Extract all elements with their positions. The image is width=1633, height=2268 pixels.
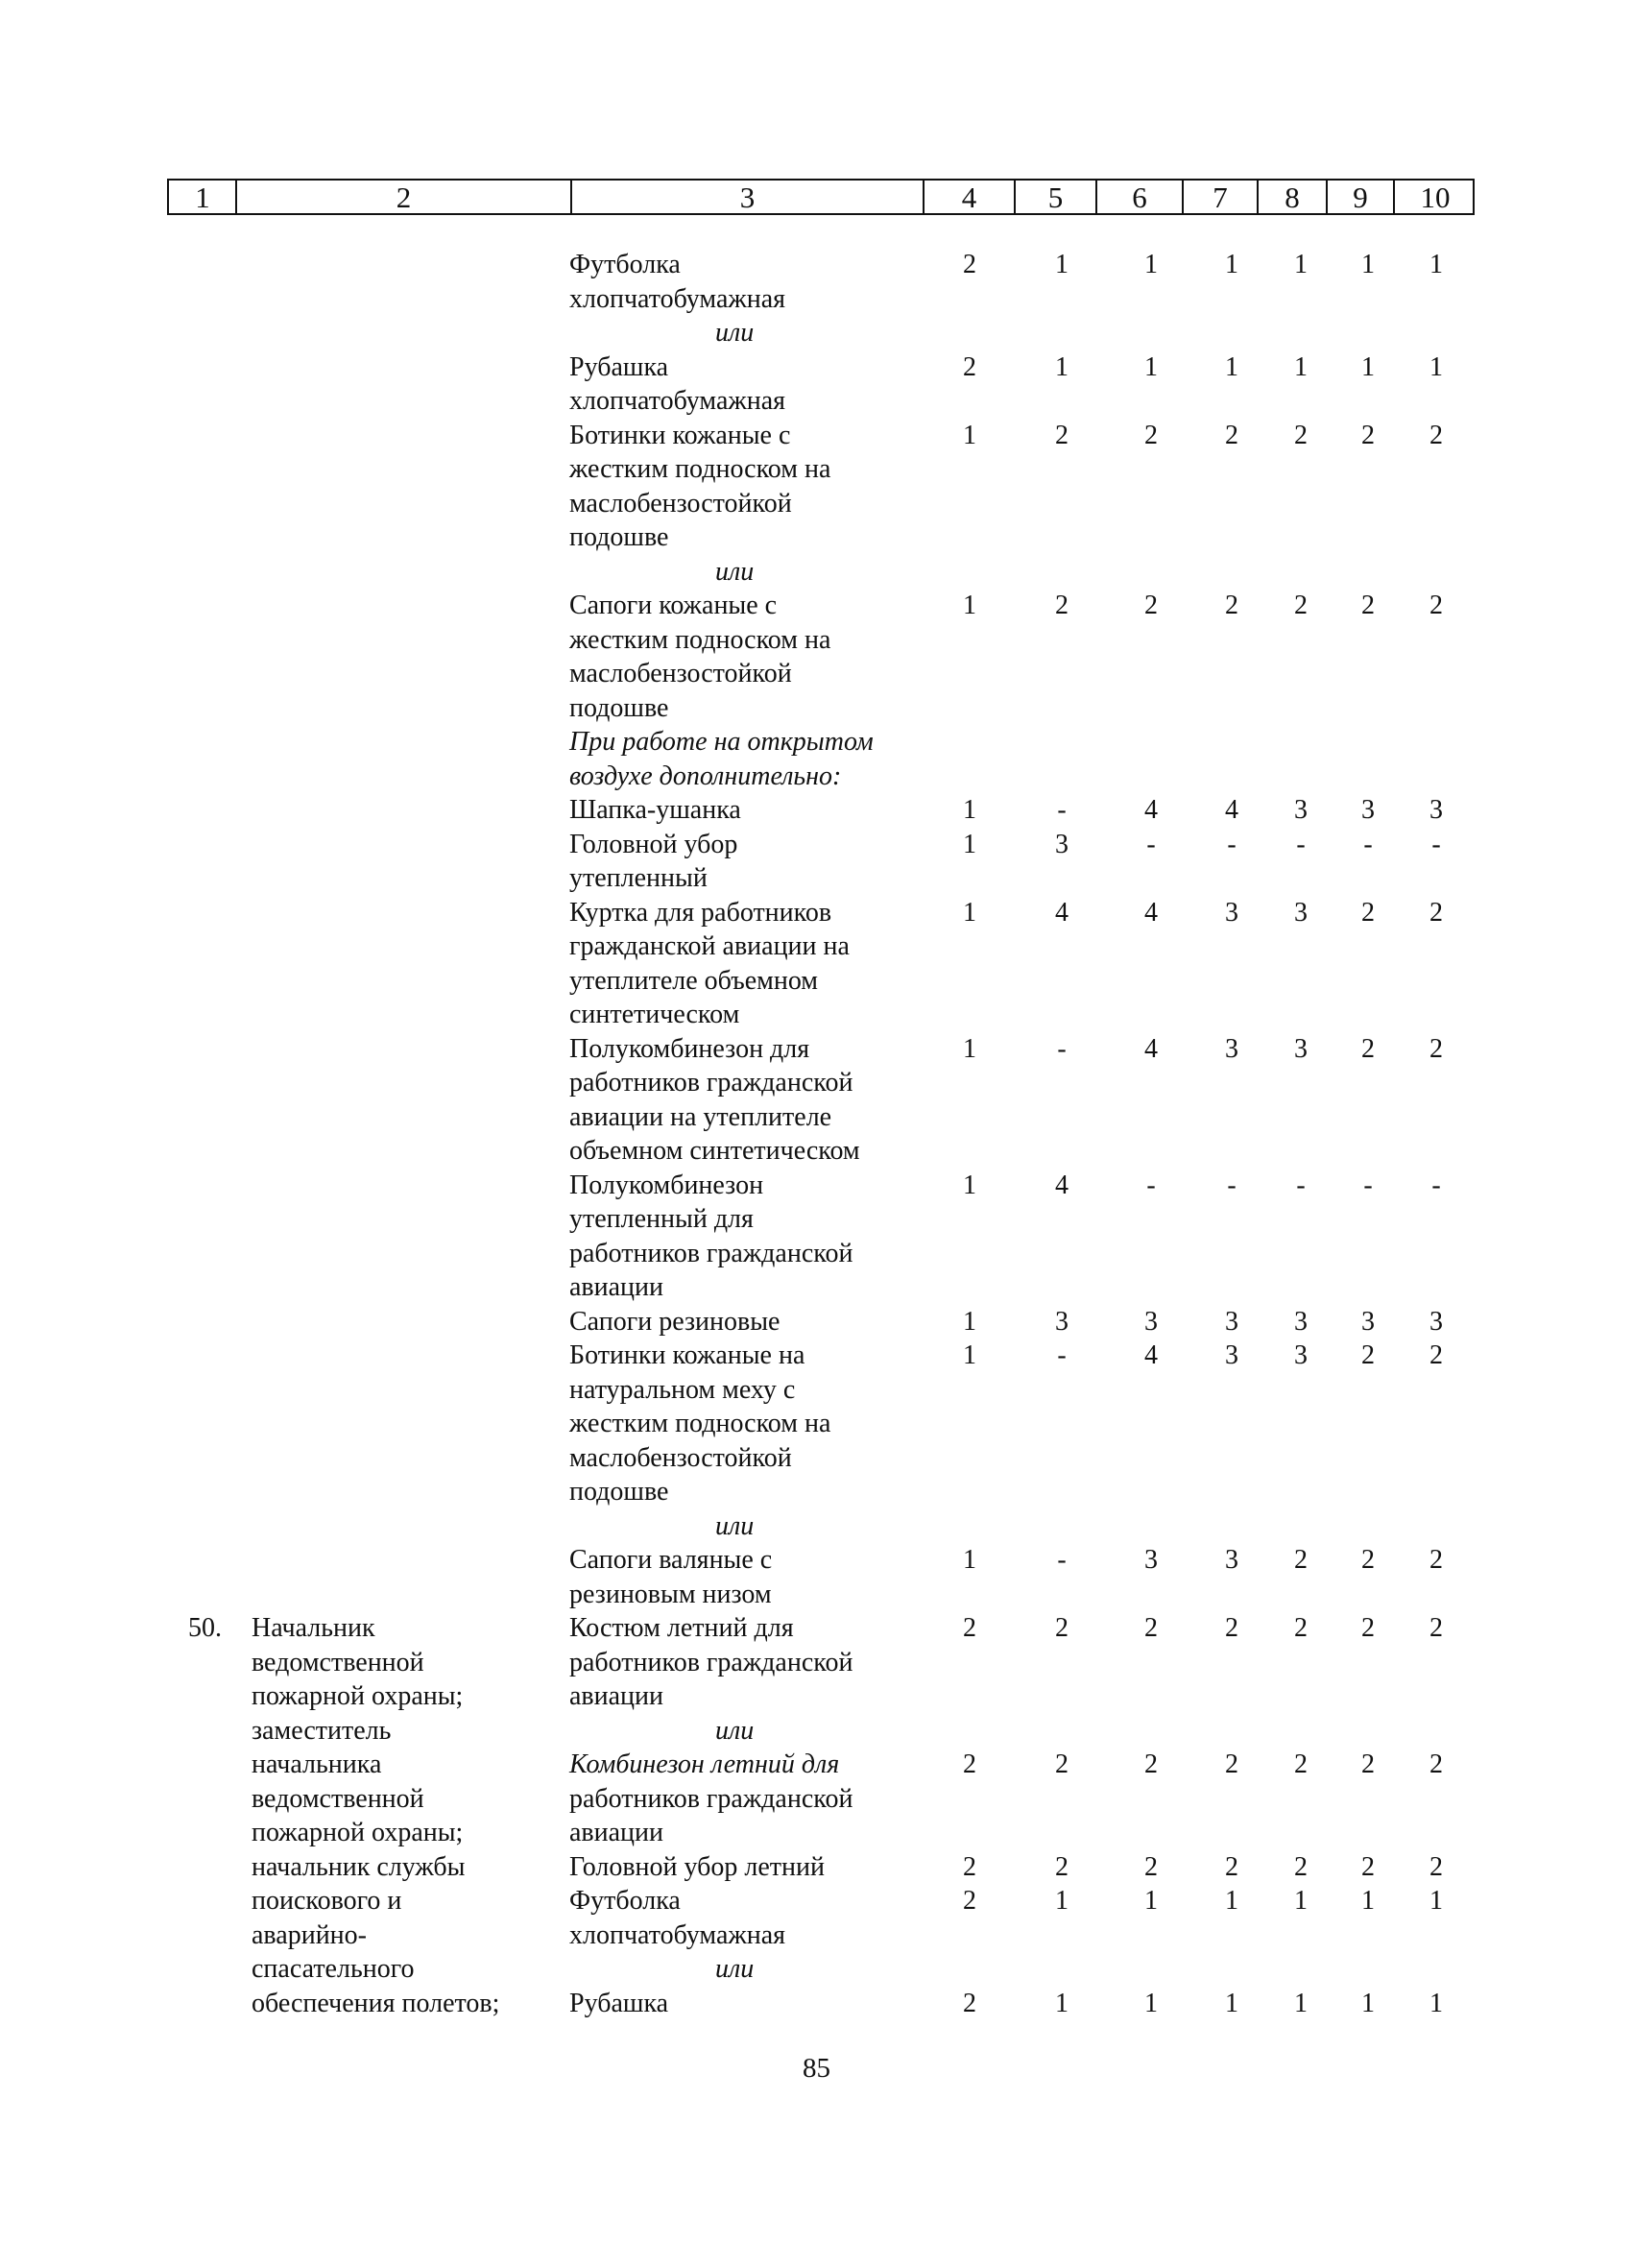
or-separator [569,555,944,590]
item-line: Ботинки кожаные на [569,1340,805,1370]
position-line: заместитель [252,1715,392,1746]
value-col-7: - [1227,1170,1237,1200]
item-line: работников гражданской [569,1647,853,1677]
item-line: Куртка для работников [569,897,832,928]
item-line: Головной убор летний [569,1851,825,1882]
item-line: подошве [569,522,669,552]
value-col-8: 3 [1294,1306,1308,1337]
item-name-cell [569,419,944,555]
value-col-7: 2 [1225,1749,1238,1779]
value-col-5: 1 [1055,1988,1069,2018]
value-col-4: 2 [963,1988,976,2018]
value-col-7: 1 [1225,250,1238,279]
value-col-10: 2 [1429,1851,1443,1882]
value-col-4: 2 [963,1851,976,1882]
value-col-10: - [1431,1170,1441,1200]
item-name-cell [569,350,944,419]
item-line: маслобензостойкой [569,659,792,688]
item-line: Футболка [569,1886,681,1916]
value-col-6: 2 [1144,1613,1158,1643]
value-col-5: - [1057,795,1067,825]
position-line: поискового и [252,1886,402,1916]
value-col-8: 1 [1294,250,1308,279]
table-row [0,1509,1633,1544]
value-col-4: 2 [963,250,976,279]
item-name-cell [569,1748,944,1850]
value-col-5: 4 [1055,1170,1069,1200]
value-col-5: - [1057,1545,1067,1575]
value-col-9: 3 [1361,795,1375,825]
value-col-5: 2 [1055,1613,1069,1643]
item-line: утепленный для [569,1204,754,1234]
value-col-6: 3 [1144,1306,1158,1337]
item-line: или [715,1954,755,1984]
value-col-5: 1 [1055,250,1069,279]
value-col-8: 3 [1294,1033,1308,1064]
value-col-10: 2 [1429,1749,1443,1779]
item-line: или [715,1510,755,1541]
value-col-9: 1 [1361,250,1375,279]
table-row [0,1884,1633,1952]
value-col-8: 3 [1294,897,1308,928]
table-body [0,248,1633,2020]
position-line: ведомственной [252,1647,424,1677]
value-col-6: 4 [1144,795,1158,825]
table-row [0,1748,1633,1850]
header-column-5: 5 [1047,180,1064,214]
item-line: Комбинезон летний для [569,1749,840,1779]
value-col-4: 2 [963,351,976,382]
item-line: авиации [569,1272,664,1302]
section-note [569,725,944,793]
value-col-4: 1 [963,1170,976,1200]
item-line: Полукомбинезон для [569,1033,810,1064]
position-line: пожарной охраны; [252,1681,464,1711]
item-name-cell [569,1305,944,1339]
value-col-6: - [1146,1170,1156,1200]
value-col-7: 1 [1225,1886,1238,1916]
value-col-7: 3 [1225,1306,1238,1337]
value-col-10: 2 [1429,1545,1443,1575]
value-col-10: 2 [1429,1613,1443,1643]
value-col-10: 2 [1429,591,1443,620]
item-name-cell [569,828,944,896]
table-row [0,350,1633,419]
position-cell [252,1850,568,1885]
table-row [0,1714,1633,1749]
value-col-10: 2 [1429,897,1443,928]
item-line: Полукомбинезон [569,1170,764,1200]
item-line: резиновым низом [569,1579,772,1609]
value-col-5: 4 [1055,897,1069,928]
or-separator [569,1509,944,1544]
value-col-9: 2 [1361,1340,1375,1370]
table-row [0,1952,1633,1987]
row-number: 50. [188,1613,222,1643]
item-name-cell [569,1987,944,2021]
item-line: маслобензостойкой [569,1442,792,1473]
value-col-8: 2 [1294,1851,1308,1882]
position-line: Начальник [252,1613,375,1643]
value-col-8: 2 [1294,1545,1308,1575]
value-col-8: 1 [1294,1988,1308,2018]
item-line: подошве [569,1477,669,1507]
value-col-8: 3 [1294,1340,1308,1370]
table-row [0,248,1633,316]
value-col-7: 2 [1225,420,1238,450]
value-col-6: 4 [1144,1033,1158,1064]
value-col-4: 1 [963,897,976,928]
item-line: или [715,1715,755,1746]
item-name-cell [569,1884,944,1952]
item-line: При работе на открытом [569,727,874,757]
position-cell [252,1987,568,2021]
item-line: хлопчатобумажная [569,1919,786,1950]
value-col-7: 1 [1225,351,1238,382]
value-col-5: 2 [1055,1749,1069,1779]
table-row [0,1169,1633,1305]
item-line: авиации [569,1681,664,1711]
value-col-4: 1 [963,829,976,859]
value-col-4: 1 [963,795,976,825]
item-line: гражданской авиации на [569,931,850,961]
table-row [0,725,1633,793]
item-name-cell [569,1850,944,1885]
position-line: обеспечения полетов; [252,1988,500,2018]
position-line: начальник службы [252,1851,466,1882]
value-col-5: 1 [1055,1886,1069,1916]
value-col-9: 2 [1361,1545,1375,1575]
table-row [0,1850,1633,1885]
value-col-7: 2 [1225,1851,1238,1882]
value-col-10: 1 [1429,250,1443,279]
item-line: Сапоги резиновые [569,1306,780,1337]
item-line: Сапоги кожаные с [569,591,778,620]
item-line: Шапка-ушанка [569,795,741,825]
header-column-10: 10 [1420,180,1451,214]
value-col-6: 1 [1144,1988,1158,2018]
item-line: работников гражданской [569,1068,853,1098]
position-cell [252,1714,568,1749]
value-col-9: 1 [1361,1988,1375,2018]
header-column-3: 3 [739,180,756,214]
page-number: 85 [803,2053,830,2084]
item-line: работников гражданской [569,1783,853,1814]
item-name-cell [569,1169,944,1305]
value-col-8: 1 [1294,351,1308,382]
value-col-6: 1 [1144,351,1158,382]
value-col-9: - [1363,829,1373,859]
value-col-8: - [1296,829,1306,859]
item-line: или [715,318,755,348]
value-col-8: 2 [1294,1613,1308,1643]
value-col-10: 2 [1429,1033,1443,1064]
value-col-4: 2 [963,1613,976,1643]
item-line: хлопчатобумажная [569,283,786,314]
value-col-10: 3 [1429,795,1443,825]
table-row [0,555,1633,590]
item-line: Рубашка [569,1988,669,2018]
value-col-7: 3 [1225,1340,1238,1370]
value-col-4: 1 [963,1033,976,1064]
value-col-7: 3 [1225,1545,1238,1575]
item-line: жестким подноском на [569,454,831,484]
item-name-cell [569,793,944,828]
item-line: натуральном меху с [569,1374,796,1405]
item-line: авиации на утеплителе [569,1101,832,1132]
value-col-10: 1 [1429,1886,1443,1916]
item-line: жестким подноском на [569,624,831,655]
table-row [0,1032,1633,1169]
value-col-8: 1 [1294,1886,1308,1916]
value-col-5: 1 [1055,351,1069,382]
value-col-4: 2 [963,1886,976,1916]
item-name-cell [569,1543,944,1611]
value-col-8: 3 [1294,795,1308,825]
table-row [0,419,1633,555]
item-name-cell [569,248,944,316]
item-line: жестким подноском на [569,1409,831,1438]
value-col-9: 2 [1361,1033,1375,1064]
value-col-9: - [1363,1170,1373,1200]
item-line: Рубашка [569,351,669,382]
item-name-cell [569,589,944,725]
value-col-6: 1 [1144,250,1158,279]
value-col-9: 1 [1361,351,1375,382]
item-name-cell [569,1032,944,1169]
item-name-cell [569,1611,944,1714]
item-line: работников гражданской [569,1238,853,1268]
value-col-7: - [1227,829,1237,859]
value-col-6: 2 [1144,1749,1158,1779]
value-col-6: 2 [1144,1851,1158,1882]
item-name-cell [569,896,944,1032]
value-col-9: 2 [1361,1613,1375,1643]
value-col-6: 1 [1144,1886,1158,1916]
position-cell [252,1952,568,1987]
or-separator [569,316,944,350]
value-col-7: 1 [1225,1988,1238,2018]
item-line: утепленный [569,863,708,893]
position-cell [252,1611,568,1714]
item-line: Костюм летний для [569,1613,794,1643]
item-line: Футболка [569,250,681,279]
table-row [0,1543,1633,1611]
value-col-10: 2 [1429,1340,1443,1370]
value-col-8: - [1296,1170,1306,1200]
table-row [0,1305,1633,1339]
value-col-6: 3 [1144,1545,1158,1575]
value-col-5: 3 [1055,1306,1069,1337]
value-col-4: 2 [963,1749,976,1779]
item-line: авиации [569,1818,664,1847]
item-line: утеплителе объемном [569,965,819,996]
value-col-5: - [1057,1340,1067,1370]
item-line: синтетическом [569,1000,740,1029]
value-col-10: 2 [1429,420,1443,450]
position-cell [252,1884,568,1952]
value-col-10: - [1431,829,1441,859]
value-col-9: 1 [1361,1886,1375,1916]
position-line: начальника [252,1749,382,1779]
value-col-9: 2 [1361,1749,1375,1779]
table-row [0,316,1633,350]
table-row [0,1339,1633,1509]
value-col-5: - [1057,1033,1067,1064]
or-separator [569,1714,944,1749]
value-col-10: 1 [1429,351,1443,382]
header-column-1: 1 [195,180,210,214]
or-separator [569,1952,944,1987]
value-col-7: 2 [1225,591,1238,620]
position-line: пожарной охраны; [252,1818,464,1847]
item-line: хлопчатобумажная [569,386,786,416]
position-line: ведомственной [252,1783,424,1814]
value-col-6: 4 [1144,897,1158,928]
table-row [0,1611,1633,1714]
item-line: подошве [569,692,669,723]
item-line: воздухе дополнительно: [569,760,842,791]
value-col-9: 2 [1361,897,1375,928]
value-col-9: 2 [1361,1851,1375,1882]
table-row [0,896,1633,1032]
header-column-9: 9 [1353,180,1368,214]
value-col-4: 1 [963,1306,976,1337]
value-col-6: - [1146,829,1156,859]
value-col-7: 4 [1225,795,1238,825]
value-col-6: 4 [1144,1340,1158,1370]
position-cell [252,1748,568,1850]
header-column-4: 4 [961,180,977,214]
value-col-4: 1 [963,420,976,450]
item-line: объемном синтетическом [569,1136,860,1166]
item-line: Ботинки кожаные с [569,420,791,450]
value-col-5: 2 [1055,420,1069,450]
header-column-7: 7 [1213,180,1228,214]
value-col-10: 1 [1429,1988,1443,2018]
table-row [0,793,1633,828]
table-row [0,1987,1633,2021]
value-col-5: 3 [1055,829,1069,859]
value-col-8: 2 [1294,1749,1308,1779]
item-line: Головной убор [569,829,738,859]
table-row [0,828,1633,896]
value-col-9: 3 [1361,1306,1375,1337]
item-line: Сапоги валяные с [569,1545,773,1575]
item-name-cell [569,1339,944,1509]
header-column-8: 8 [1285,180,1300,214]
value-col-8: 2 [1294,420,1308,450]
position-line: спасательного [252,1954,415,1984]
value-col-4: 1 [963,1340,976,1370]
value-col-9: 2 [1361,591,1375,620]
item-line: или [715,556,755,587]
column-number-header [167,179,1475,215]
value-col-7: 3 [1225,1033,1238,1064]
item-line: маслобензостойкой [569,488,792,519]
value-col-5: 2 [1055,591,1069,620]
value-col-6: 2 [1144,420,1158,450]
value-col-7: 2 [1225,1613,1238,1643]
header-column-2: 2 [396,180,412,214]
value-col-6: 2 [1144,591,1158,620]
value-col-4: 1 [963,1545,976,1575]
value-col-8: 2 [1294,591,1308,620]
header-column-6: 6 [1132,180,1147,214]
value-col-9: 2 [1361,420,1375,450]
value-col-5: 2 [1055,1851,1069,1882]
value-col-7: 3 [1225,897,1238,928]
value-col-4: 1 [963,591,976,620]
value-col-10: 3 [1429,1306,1443,1337]
position-line: аварийно- [252,1919,367,1950]
table-row [0,589,1633,725]
